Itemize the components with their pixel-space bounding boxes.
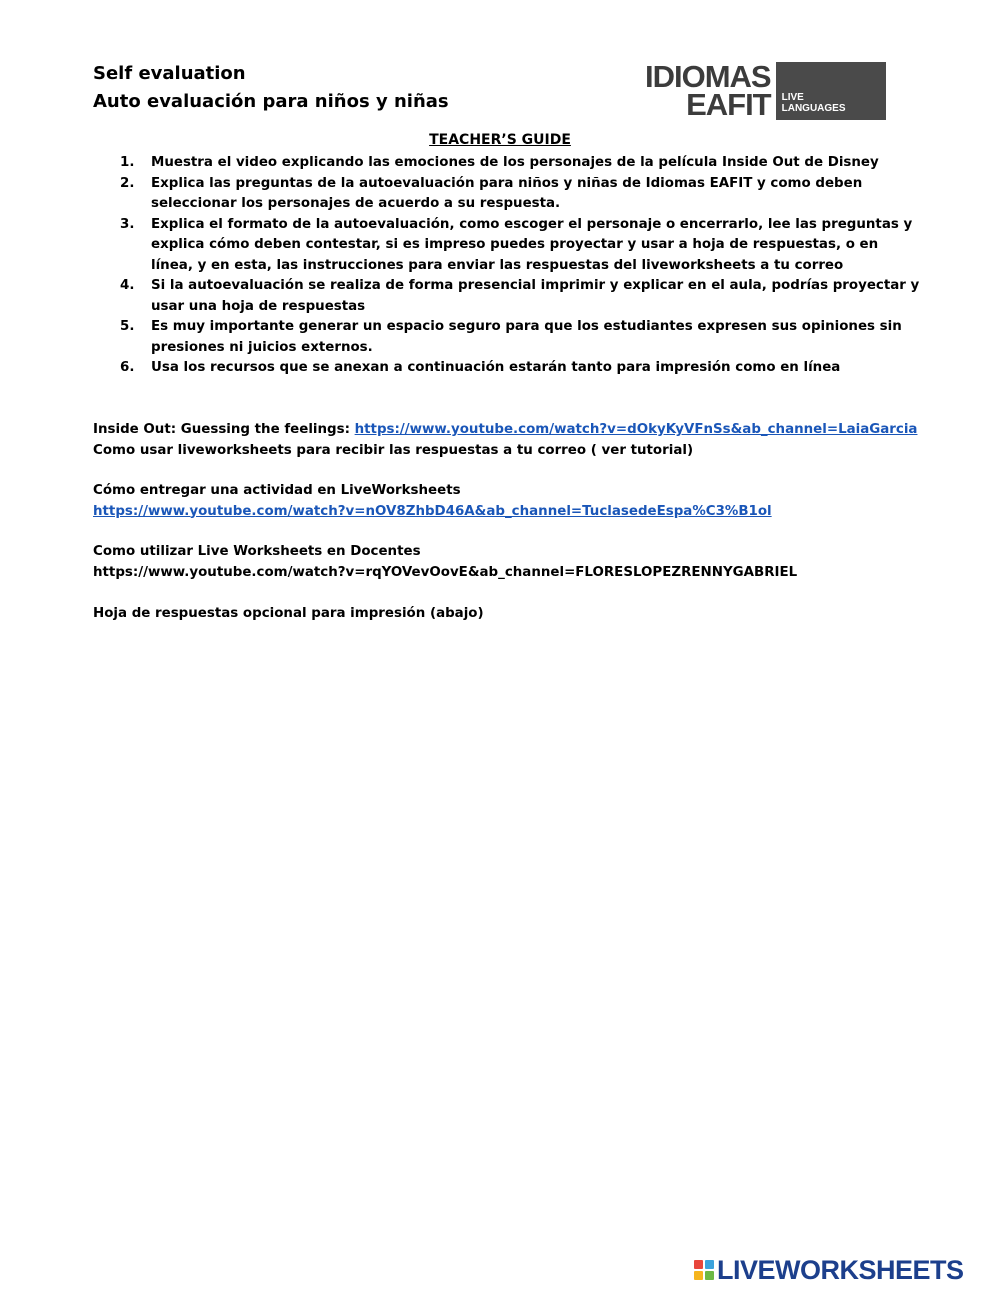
hoja-respuestas-text: Hoja de respuestas opcional para impresión (abajo) — [93, 606, 484, 621]
liveworksheets-logo — [694, 1256, 964, 1284]
list-item — [120, 153, 920, 174]
resource-docentes — [93, 542, 797, 583]
step-number: 5. — [120, 319, 135, 334]
inside-out-label: Inside Out: Guessing the feelings: — [93, 422, 355, 437]
step-number: 6. — [120, 360, 135, 375]
logo-square — [705, 1271, 714, 1280]
step-text: Explica el formato de la autoevaluación, como escoger el personaje o encerrarlo, lee las preguntas y explica cómo deben contestar, si es impreso puedes proyectar y usar a hoja de respuestas, o en línea, y en esta, las instrucciones para enviar las respuestas del liveworksheets a tu correo — [151, 216, 913, 273]
docentes-url: https://www.youtube.com/watch?v=rqYOVevOovE&ab_channel=FLORESLOPEZRENNYGABRIEL — [93, 564, 798, 580]
guide-steps-list — [120, 153, 920, 379]
list-item — [120, 174, 920, 215]
logo-box — [776, 62, 886, 120]
resource-inside-out — [93, 420, 917, 461]
list-item — [120, 215, 920, 277]
step-number: 2. — [120, 175, 135, 191]
step-text: Explica las preguntas de la autoevaluación para niños y niñas de Idiomas EAFIT y como deben seleccionar los personajes de acuerdo a su respuesta. — [151, 175, 863, 211]
page-title — [93, 60, 449, 116]
list-item — [120, 358, 920, 379]
teachers-guide-heading: TEACHER’S GUIDE — [429, 132, 571, 148]
liveworksheets-brand: LIVEWORKSHEETS — [717, 1255, 964, 1285]
step-number: 1. — [120, 155, 135, 170]
logo-word-eafit: EAFIT — [686, 87, 771, 122]
entregar-label: Cómo entregar una actividad en LiveWorksheets — [93, 483, 461, 498]
step-number: 4. — [120, 278, 135, 293]
logo-square — [705, 1260, 714, 1269]
logo-square — [694, 1260, 703, 1269]
step-text: Es muy importante generar un espacio seguro para que los estudiantes expresen sus opiniones sin presiones ni juicios externos. — [151, 319, 902, 355]
docentes-label: Como utilizar Live Worksheets en Docentes — [93, 544, 421, 559]
title-line-2: Auto evaluación para niños y niñas — [93, 91, 449, 112]
title-line-1: Self evaluation — [93, 63, 246, 84]
list-item — [120, 317, 920, 358]
liveworksheets-squares-icon — [694, 1260, 714, 1280]
inside-out-video-link[interactable]: https://www.youtube.com/watch?v=dOkyKyVFnSs&ab_channel=LaiaGarcia — [354, 422, 918, 437]
step-text: Muestra el video explicando las emociones de los personajes de la película Inside Out de Disney — [151, 155, 879, 170]
step-text: Si la autoevaluación se realiza de forma presencial imprimir y explicar en el aula, podrías proyectar y usar una hoja de respuestas — [151, 278, 920, 314]
idiomas-eafit-logo — [645, 59, 886, 122]
logo-word-idiomas: IDIOMAS — [645, 59, 771, 94]
tutorial-text: Como usar liveworksheets para recibir las respuestas a tu correo ( ver tutorial) — [93, 442, 694, 458]
logo-box-languages: LANGUAGES — [781, 103, 846, 114]
resource-entregar — [93, 481, 772, 522]
list-item — [120, 276, 920, 317]
step-text: Usa los recursos que se anexan a continuación estarán tanto para impresión como en línea — [151, 360, 841, 375]
entregar-video-link[interactable]: https://www.youtube.com/watch?v=nOV8ZhbD46A&ab_channel=TuclasedeEspa%C3%B1ol — [93, 503, 772, 519]
logo-square — [694, 1271, 703, 1280]
step-number: 3. — [120, 216, 135, 232]
logo-box-live: LIVE — [781, 92, 804, 103]
